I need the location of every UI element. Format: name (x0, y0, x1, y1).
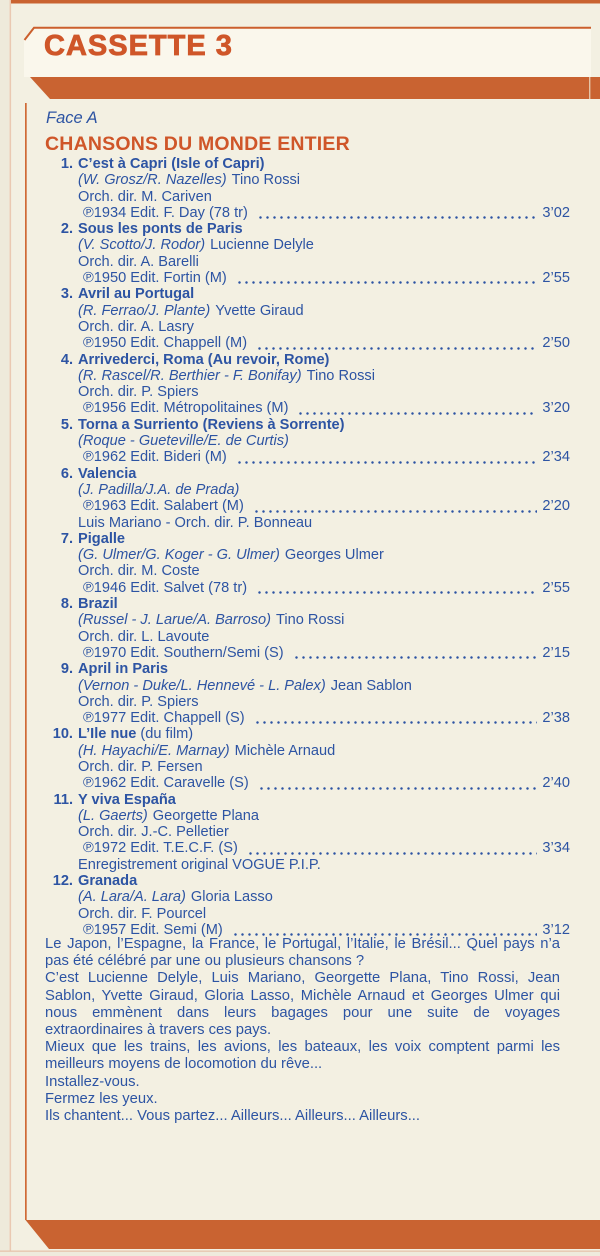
track-title-main: Granada (78, 873, 138, 890)
section-title: CHANSONS DU MONDE ENTIER (45, 133, 350, 155)
track-publishing-row (83, 775, 570, 791)
liner-paragraph: Installez-vous. (45, 1073, 140, 1090)
track-artist: Michèle Arnaud (234, 742, 336, 759)
track-title-row (40, 417, 570, 433)
track-title-row (40, 286, 570, 302)
track-title-row (40, 596, 570, 612)
track-credits (78, 743, 570, 759)
track-item (40, 352, 570, 417)
track-composers: (G. Ulmer/G. Koger - G. Ulmer) (78, 547, 280, 564)
liner-paragraph: Mieux que les trains, les avions, les bateaux, les voix comptent parmi les meilleurs moyens de locomotion du rêve... (45, 1039, 560, 1073)
track-publisher: ℗1934 Edit. F. Day (78 tr) (83, 204, 248, 221)
paper-edge-left-line (10, 0, 12, 1256)
track-publishing-row (83, 840, 570, 856)
track-title-main: C’est à Capri (Isle of Capri) (78, 156, 265, 172)
track-publisher: ℗1956 Edit. Métropolitaines (M) (83, 400, 289, 417)
face-label: Face A (46, 109, 98, 127)
track-number: 9. (60, 661, 73, 678)
track-title-row (40, 352, 570, 368)
track-credits (78, 172, 570, 188)
header-band-seam (589, 77, 590, 99)
dotted-leader (236, 281, 538, 284)
track-item (40, 466, 570, 531)
track-title (78, 792, 176, 808)
track-item (40, 792, 570, 873)
track-credits (78, 808, 570, 824)
track-title-main: Torna a Surriento (Reviens à Sorrente) (78, 416, 345, 433)
track-publisher: ℗1950 Edit. Chappell (M) (83, 335, 248, 352)
track-title (78, 156, 265, 172)
track-title (78, 417, 345, 433)
track-duration: 2’20 (542, 498, 570, 515)
left-rule (25, 103, 27, 1220)
track-duration: 2’55 (542, 270, 570, 287)
dotted-leader (293, 656, 538, 659)
track-title-main: Valencia (78, 465, 137, 482)
liner-notes (45, 936, 560, 1125)
track-publishing-row (83, 498, 570, 514)
track-duration: 2’55 (542, 579, 570, 596)
track-credits (78, 889, 570, 905)
track-title-row (40, 873, 570, 889)
dotted-leader (257, 216, 538, 219)
track-publisher: ℗1950 Edit. Fortin (M) (83, 270, 227, 287)
track-publishing-row (83, 710, 570, 726)
track-item (40, 531, 570, 596)
track-credits (78, 368, 570, 384)
track-composers: (V. Scotto/J. Rodor) (78, 237, 206, 254)
track-duration: 2’40 (542, 775, 570, 792)
dotted-leader (236, 461, 538, 464)
track-title (78, 661, 168, 677)
track-artist: Jean Sablon (330, 677, 412, 694)
track-credits (78, 482, 570, 498)
dotted-leader (253, 510, 538, 513)
track-item (40, 156, 570, 221)
track-item (40, 726, 570, 791)
track-title-row (40, 726, 570, 742)
header-band (30, 77, 600, 99)
track-composers: (Vernon - Duke/L. Hennevé - L. Palex) (78, 677, 326, 694)
track-title (78, 352, 329, 368)
dotted-leader (256, 591, 537, 594)
dotted-leader (247, 852, 538, 855)
track-title-row (40, 792, 570, 808)
track-orchestra: Orch. dir. A. Barelli (78, 253, 199, 270)
track-number: 4. (60, 351, 73, 368)
track-composers: (L. Gaerts) (78, 807, 148, 824)
track-credits (78, 547, 570, 563)
track-duration: 2’34 (542, 449, 570, 466)
dotted-leader (297, 412, 537, 415)
track-publisher: ℗1962 Edit. Caravelle (S) (83, 775, 249, 792)
track-duration: 3’34 (542, 840, 570, 857)
track-orchestra: Orch. dir. P. Spiers (78, 693, 199, 710)
track-composers: (H. Hayachi/E. Marnay) (78, 742, 230, 759)
track-item (40, 286, 570, 351)
track-publishing-row (83, 449, 570, 465)
dotted-leader (256, 347, 537, 350)
track-publishing-row (83, 270, 570, 286)
track-artist: Tino Rossi (231, 172, 301, 189)
track-publishing-row (83, 645, 570, 661)
track-title-note: (du film) (140, 726, 194, 743)
track-title-row (40, 466, 570, 482)
track-title-main: Arrivederci, Roma (Au revoir, Rome) (78, 351, 330, 368)
track-item (40, 417, 570, 466)
track-item (40, 221, 570, 286)
track-composers: (J. Padilla/J.A. de Prada) (78, 481, 240, 498)
track-publisher: ℗1972 Edit. T.E.C.F. (S) (83, 840, 238, 857)
track-credits (78, 237, 570, 253)
track-duration: 2’15 (542, 644, 570, 661)
track-artist: Georges Ulmer (284, 547, 384, 564)
track-number: 1. (60, 156, 73, 172)
dotted-leader (254, 721, 538, 724)
track-list (40, 156, 570, 938)
liner-paragraph: C’est Lucienne Delyle, Luis Mariano, Georgette Plana, Tino Rossi, Jean Sablon, Yvette Giraud, Gloria Lasso, Michèle Arnaud et Georges Ulmer qui nous emmènent dans leurs bagages pour une suite de voyages extraordinaires à travers ces pays. (45, 970, 560, 1039)
track-title-main: Pigalle (78, 530, 126, 547)
track-orchestra: Orch. dir. M. Cariven (78, 188, 212, 205)
track-publishing-row (83, 400, 570, 416)
track-artist: Lucienne Delyle (210, 237, 314, 254)
track-artist: Gloria Lasso (190, 889, 273, 906)
track-item (40, 873, 570, 938)
track-title-main: Avril au Portugal (78, 286, 195, 303)
dotted-leader (258, 787, 538, 790)
track-artist: Yvette Giraud (215, 302, 304, 319)
track-orchestra: Orch. dir. M. Coste (78, 563, 200, 580)
liner-paragraph: Ils chantent... Vous partez... Ailleurs... Ailleurs... Ailleurs... (45, 1108, 421, 1125)
track-credits (78, 612, 570, 628)
track-title (78, 221, 243, 237)
track-credits (78, 433, 570, 449)
track-composers: (Russel - J. Larue/A. Barroso) (78, 612, 272, 629)
track-title-main: Sous les ponts de Paris (78, 221, 243, 238)
track-artist: Tino Rossi (276, 612, 345, 629)
track-title-row (40, 221, 570, 237)
track-credits (78, 678, 570, 694)
track-title-main: April in Paris (78, 661, 169, 678)
track-title (78, 286, 194, 302)
track-extra-credit: Luis Mariano - Orch. dir. P. Bonneau (78, 514, 313, 531)
track-orchestra: Orch. dir. F. Pourcel (78, 905, 207, 922)
track-number: 10. (52, 726, 73, 743)
top-strip (11, 0, 600, 4)
track-duration: 2’38 (542, 710, 570, 727)
track-orchestra: Orch. dir. L. Lavoute (78, 628, 210, 645)
track-composers: (R. Rascel/R. Berthier - F. Bonifay) (78, 367, 302, 384)
track-composers: (Roque - Gueteville/E. de Curtis) (78, 433, 289, 450)
track-orchestra: Orch. dir. P. Fersen (78, 758, 203, 775)
track-composers: (A. Lara/A. Lara) (78, 889, 186, 906)
track-publishing-row (83, 335, 570, 351)
track-publisher: ℗1957 Edit. Semi (M) (83, 921, 223, 938)
track-duration: 3’02 (542, 204, 570, 221)
track-number: 12. (52, 873, 73, 890)
page-title: CASSETTE 3 (44, 30, 233, 62)
track-orchestra: Orch. dir. A. Lasry (78, 318, 194, 335)
track-title-main: L’Ile nue (78, 726, 137, 743)
track-title-row (40, 531, 570, 547)
track-title-row (40, 661, 570, 677)
liner-paragraph: Fermez les yeux. (45, 1090, 158, 1107)
track-number: 2. (60, 221, 73, 238)
track-artist: Georgette Plana (152, 807, 260, 824)
track-orchestra: Orch. dir. P. Spiers (78, 384, 199, 401)
bottom-band (26, 1220, 600, 1249)
track-title (78, 466, 136, 482)
track-title (78, 873, 137, 889)
track-title-main: Y viva España (78, 791, 176, 808)
track-number: 3. (60, 286, 73, 303)
track-composers: (W. Grosz/R. Nazelles) (78, 172, 227, 189)
track-publisher: ℗1970 Edit. Southern/Semi (S) (83, 644, 284, 661)
track-publishing-row (83, 580, 570, 596)
track-publisher: ℗1946 Edit. Salvet (78 tr) (83, 579, 248, 596)
track-number: 7. (60, 530, 73, 547)
track-title-main: Brazil (78, 596, 118, 613)
track-title (78, 596, 118, 612)
track-artist: Tino Rossi (306, 367, 375, 384)
liner-paragraph: Le Japon, l’Espagne, la France, le Portugal, l’Italie, le Brésil... Quel pays n’a pas été célébré par une ou plusieurs chansons ? (45, 936, 560, 970)
track-title (78, 726, 193, 742)
track-number: 8. (60, 596, 73, 613)
track-number: 5. (60, 416, 73, 433)
paper-edge-left (0, 0, 9, 1256)
track-orchestra: Orch. dir. J.-C. Pelletier (78, 824, 229, 841)
track-publisher: ℗1962 Edit. Bideri (M) (83, 449, 227, 466)
track-item (40, 596, 570, 661)
track-item (40, 661, 570, 726)
track-duration: 2’50 (542, 335, 570, 352)
track-publisher: ℗1977 Edit. Chappell (S) (83, 710, 245, 727)
track-credits (78, 303, 570, 319)
track-duration: 3’12 (542, 921, 570, 938)
paper-edge-bottom-line (0, 1251, 600, 1252)
track-number: 6. (60, 465, 73, 482)
track-title (78, 531, 125, 547)
track-publishing-row (83, 205, 570, 221)
track-number: 11. (53, 791, 73, 808)
track-extra-credit: Enregistrement original VOGUE P.I.P. (78, 856, 321, 873)
track-publisher: ℗1963 Edit. Salabert (M) (83, 498, 244, 515)
track-title-row (40, 156, 570, 172)
track-duration: 3’20 (542, 400, 570, 417)
track-composers: (R. Ferrao/J. Plante) (78, 302, 211, 319)
